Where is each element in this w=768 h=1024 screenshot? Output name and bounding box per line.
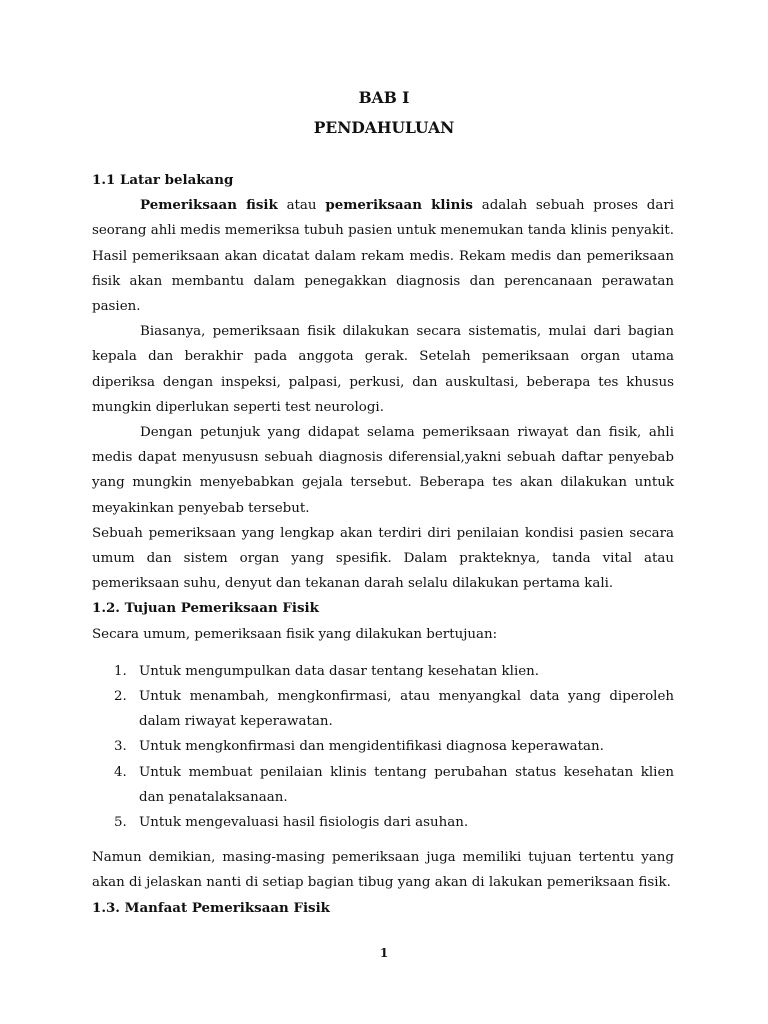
- list-item-text: Untuk mengevaluasi hasil fisiologis dari asuhan.: [139, 815, 469, 831]
- paragraph-text: adalah sebuah proses dari seorang ahli medis memeriksa tubuh pasien untuk menemukan tanda klinis penyakit. Hasil pemeriksaan akan dicatat dalam rekam medis. Rekam medis dan pemeriksaan fisik akan membantu dalam penegakkan diagnosis dan perencanaan perawatan pasien.: [92, 198, 675, 315]
- paragraph-diagnosis: Dengan petunjuk yang didapat selama pemeriksaan riwayat dan fisik, ahli medis dapat menyususn sebuah diagnosis diferensial,yakni sebuah daftar penyebab yang mungkin menyebabkan gejala tersebut. Beberapa tes akan dilakukan untuk meyakinkan penyebab tersebut.: [92, 425, 674, 516]
- list-item-text: Untuk mengumpulkan data dasar tentang kesehatan klien.: [139, 663, 540, 679]
- list-item: [92, 810, 674, 835]
- list-item-text: Untuk menambah, mengkonfirmasi, atau menyangkal data yang diperoleh dalam riwayat keperawatan.: [139, 689, 674, 730]
- goals-list: [92, 659, 674, 835]
- list-number: 4.: [114, 764, 127, 780]
- chapter-title: PENDAHULUAN: [313, 118, 455, 137]
- paragraph-goals-closing: Namun demikian, masing-masing pemeriksaan juga memiliki tujuan tertentu yang akan di jelaskan nanti di setiap bagian tibug yang akan di lakukan pemeriksaan fisik.: [92, 850, 674, 891]
- page-number: 1: [379, 946, 389, 960]
- list-item-text: Untuk mengkonfirmasi dan mengidentifikasi diagnosa keperawatan.: [139, 739, 604, 755]
- paragraph-definition: [92, 193, 674, 319]
- list-number: 5.: [114, 815, 127, 831]
- section-heading-manfaat: 1.3. Manfaat Pemeriksaan Fisik: [92, 899, 330, 916]
- chapter-heading: BAB I: [358, 88, 410, 107]
- term-pemeriksaan-fisik: Pemeriksaan fisik: [140, 197, 278, 214]
- paragraph-text: atau: [277, 198, 326, 214]
- paragraph-complete-exam: Sebuah pemeriksaan yang lengkap akan terdiri diri penilaian kondisi pasien secara umum dan sistem organ yang spesifik. Dalam prakteknya, tanda vital atau pemeriksaan suhu, denyut dan tekanan darah selalu dilakukan pertama kali.: [92, 525, 674, 592]
- list-item: [92, 659, 674, 684]
- list-number: 2.: [114, 689, 127, 705]
- list-number: 1.: [114, 663, 127, 679]
- list-item-text: Untuk membuat penilaian klinis tentang perubahan status kesehatan klien dan penatalaksanaan.: [139, 764, 674, 805]
- list-number: 3.: [114, 739, 127, 755]
- section-heading-tujuan: 1.2. Tujuan Pemeriksaan Fisik: [92, 600, 319, 617]
- term-pemeriksaan-klinis: pemeriksaan klinis: [325, 197, 473, 214]
- list-item: [92, 684, 674, 734]
- paragraph-goals-intro: Secara umum, pemeriksaan fisik yang dilakukan bertujuan:: [92, 626, 498, 642]
- list-item: [92, 760, 674, 810]
- section-heading-latar-belakang: 1.1 Latar belakang: [92, 172, 234, 188]
- list-item: [92, 734, 674, 759]
- paragraph-procedure: Biasanya, pemeriksaan fisik dilakukan secara sistematis, mulai dari bagian kepala dan berakhir pada anggota gerak. Setelah pemeriksaan organ utama diperiksa dengan inspeksi, palpasi, perkusi, dan auskultasi, beberapa tes khusus mungkin diperlukan seperti test neurologi.: [92, 324, 674, 415]
- document-body: [92, 168, 674, 921]
